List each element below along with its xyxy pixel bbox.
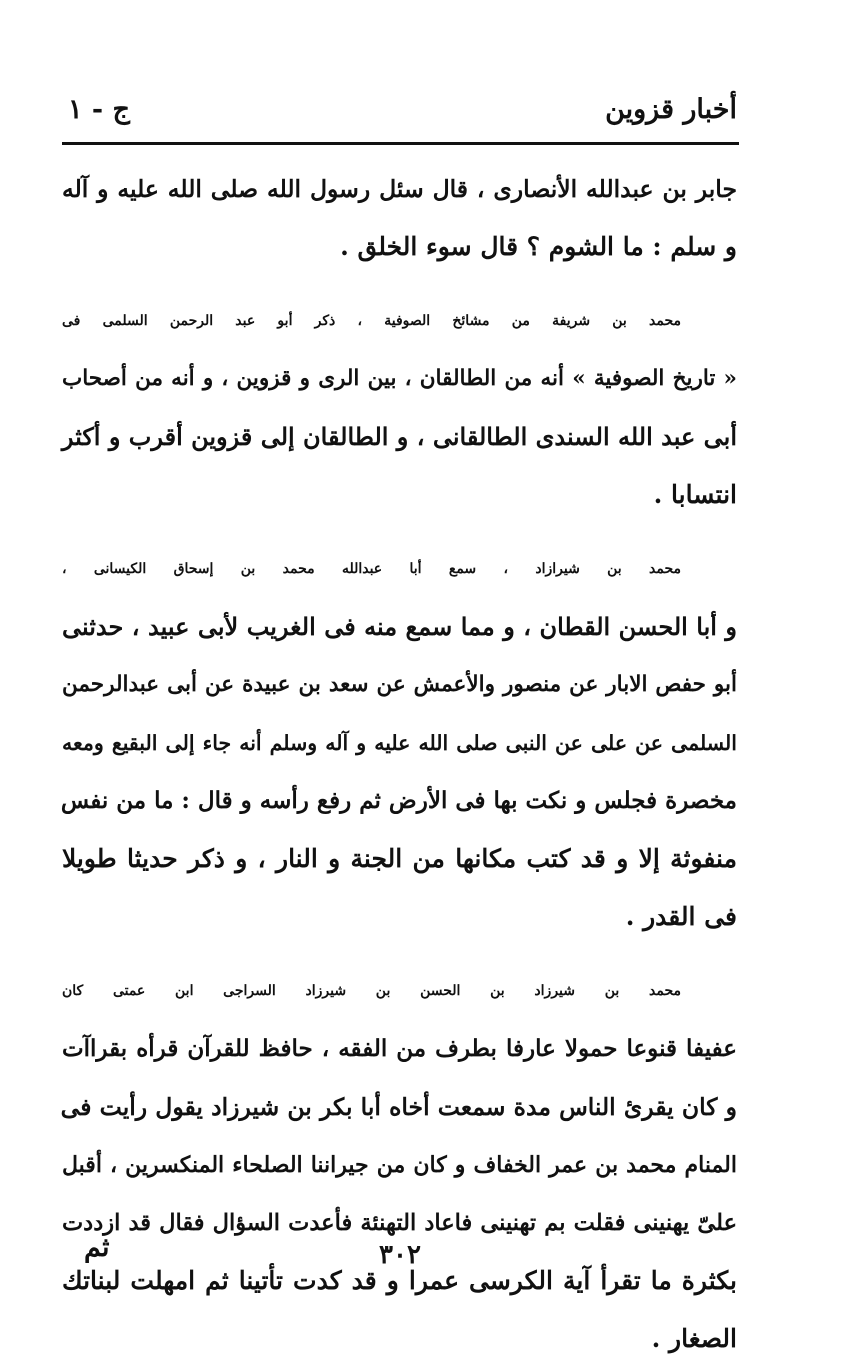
paragraph-ibn-shirazad <box>62 540 737 946</box>
text-line: المنام محمد بن عمر الخفاف و كان من جيراننا الصلحاء المنكسرين ، أقبل <box>62 1152 737 1178</box>
book-title: أخبار قزوين <box>605 94 737 125</box>
text-line: السلمى عن على عن النبى صلى الله عليه و آله وسلم أنه جاء إلى البقيع ومعه <box>62 731 737 755</box>
text-line: بكثرة ما تقرأ آية الكرسى عمرا و قد كدت تأتينا ثم امهلت لبناتك <box>62 1266 737 1295</box>
text-line: علىّ يهنينى فقلت بم تهنينى فاعاد التهنئة فأعدت السؤال فقال قد ازددت <box>62 1210 737 1236</box>
header-rule <box>62 142 739 145</box>
text-line: و سلم : ما الشوم ؟ قال سوء الخلق . <box>340 232 737 261</box>
catchword: ثم <box>84 1232 110 1263</box>
text-line: « تاريخ الصوفية » أنه من الطالقان ، بين الرى و قزوين ، و أنه من أصحاب <box>62 366 737 391</box>
main-text <box>62 160 737 1368</box>
text-line: الصغار . <box>651 1324 737 1353</box>
page-number: ٣٠٢ <box>379 1240 421 1270</box>
text-line: انتسابا . <box>653 480 737 509</box>
text-line: أبى عبد الله السندى الطالقانى ، و الطالقان إلى قزوين أقرب و أكثر <box>61 422 737 451</box>
text-line: جابر بن عبدالله الأنصارى ، قال سئل رسول الله صلى الله عليه و آله <box>62 175 737 203</box>
text-line: محمد بن شريفة من مشائخ الصوفية ، ذكر أبو عبد الرحمن السلمى فى <box>62 313 681 329</box>
paragraph-sirraji <box>62 962 737 1368</box>
paragraph-ibn-sharifa <box>62 292 737 524</box>
paragraph-gap <box>62 276 737 292</box>
text-line: فى القدر . <box>625 902 737 931</box>
text-line: مخصرة فجلس و نكت بها فى الأرض ثم رفع رأسه و قال : ما من نفس <box>60 787 737 814</box>
paragraph-jabir <box>62 160 737 276</box>
text-line: محمد بن شيرزاد بن الحسن بن شيرزاد السراجى ابن عمتى كان <box>62 983 681 999</box>
text-line: عفيفا قنوعا حمولا عارفا بطرف من الفقه ، حافظ للقرآن قرأه بقراآت <box>62 1035 737 1062</box>
text-line: و أبا الحسن القطان ، و مما سمع منه فى الغريب لأبى عبيد ، حدثنى <box>62 612 737 641</box>
paragraph-gap <box>62 946 737 962</box>
text-line: محمد بن شيرازاد ، سمع أبا عبدالله محمد بن إسحاق الكيسانى ، <box>62 561 681 577</box>
paragraph-gap <box>62 524 737 540</box>
text-line: أبو حفص الابار عن منصور والأعمش عن سعد بن عبيدة عن أبى عبدالرحمن <box>62 672 737 697</box>
text-line: منفوثة إلا و قد كتب مكانها من الجنة و النار ، و ذكر حديثا طويلا <box>62 844 737 873</box>
text-line: و كان يقرئ الناس مدة سمعت أخاه أبا بكر بن شيرزاد يقول رأيت فى <box>60 1093 737 1121</box>
running-header <box>60 88 737 138</box>
volume-number: ج - ١ <box>68 94 130 125</box>
